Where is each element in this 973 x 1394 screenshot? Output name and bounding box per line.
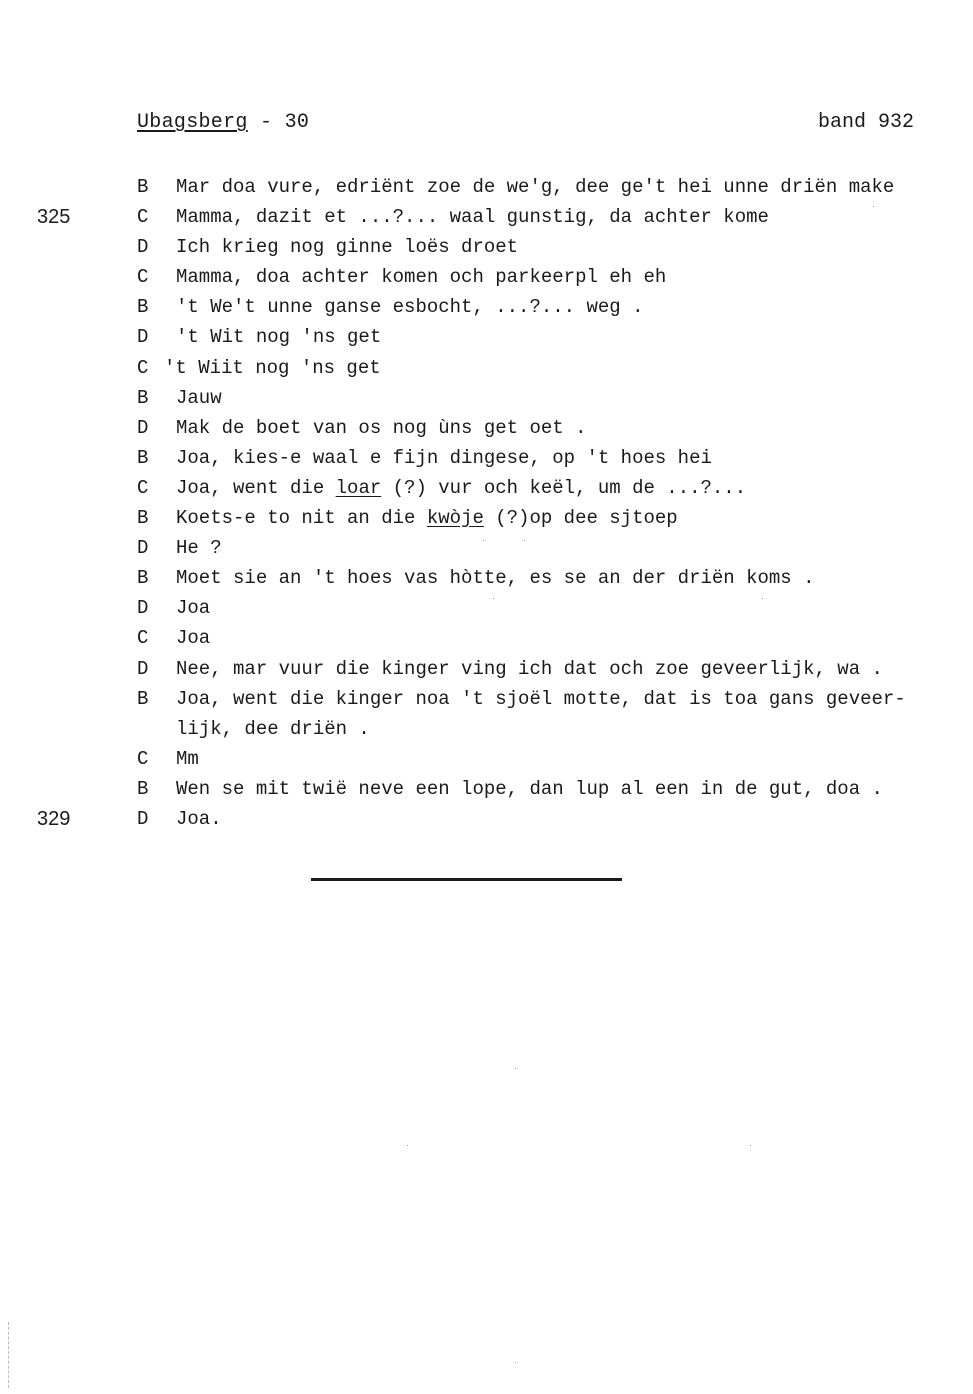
utterance-text: lijk, dee driën .	[176, 717, 370, 740]
speaker-label: B	[137, 296, 149, 319]
transcript-lines	[0, 172, 973, 834]
speaker-label: B	[137, 446, 149, 469]
paper-speck	[483, 540, 484, 541]
utterance-text: Ich krieg nog ginne loës droet	[176, 236, 519, 259]
paper-speck	[515, 1362, 516, 1363]
transcript-line	[0, 593, 973, 623]
utterance-text-part: Joa, went die	[176, 476, 336, 499]
transcript-line	[0, 533, 973, 563]
line-number: 325	[37, 206, 71, 229]
transcript-line	[0, 413, 973, 443]
transcript-line	[0, 503, 973, 533]
speaker-label: D	[137, 326, 149, 349]
transcript-line	[0, 262, 973, 292]
paper-speck	[493, 598, 494, 599]
transcript-line	[0, 232, 973, 262]
paper-speck	[524, 540, 525, 541]
utterance-text	[176, 503, 678, 533]
transcript-line	[0, 684, 973, 714]
utterance-text: Mamma, doa achter komen och parkeerpl eh eh	[176, 266, 667, 289]
speaker-label: B	[137, 777, 149, 800]
transcript-line	[0, 322, 973, 352]
utterance-text: 't Wit nog 'ns get	[176, 326, 382, 349]
utterance-text: Mm	[176, 747, 199, 770]
transcript-line	[0, 172, 973, 202]
utterance-text: Joa	[176, 597, 211, 620]
uncertain-word: kwòje	[426, 507, 484, 530]
utterance-text: Joa	[176, 627, 211, 650]
utterance-text: He ?	[176, 537, 222, 560]
utterance-text-part: (?) vur och keël, um de ...?...	[381, 476, 747, 499]
speaker-label: D	[137, 416, 149, 439]
transcript-line-continuation	[0, 714, 973, 744]
header-separator: -	[247, 111, 285, 134]
utterance-text: Joa, went die kinger noa 't sjoël motte, dat is toa gans geveer-	[176, 687, 906, 710]
utterance-text-part: Koets-e to nit an die	[176, 507, 427, 530]
transcript-line	[0, 563, 973, 593]
utterance-text: Moet sie an 't hoes vas hòtte, es se an der driën koms .	[176, 567, 815, 590]
uncertain-word: loar	[335, 476, 382, 499]
paper-speck	[750, 1145, 751, 1146]
transcript-line	[0, 744, 973, 774]
speaker-label: B	[137, 687, 149, 710]
paper-speck	[762, 598, 763, 599]
speaker-label: C	[137, 356, 149, 379]
transcript-line	[0, 383, 973, 413]
speaker-label: D	[137, 537, 149, 560]
paper-speck	[515, 1068, 516, 1069]
transcript-line	[0, 804, 973, 834]
speaker-label: B	[137, 176, 149, 198]
utterance-text: Mak de boet van os nog ùns get oet .	[176, 416, 587, 439]
speaker-label: B	[137, 507, 149, 530]
utterance-text-part: (?)op dee sjtoep	[483, 507, 678, 530]
speaker-label: C	[137, 266, 149, 289]
transcript-line	[0, 473, 973, 503]
paper-speck	[873, 206, 874, 207]
page-header-location	[137, 111, 309, 134]
tape-number: band 932	[818, 111, 915, 134]
transcript-line	[0, 623, 973, 653]
utterance-text: Mamma, dazit et ...?... waal gunstig, da achter kome	[176, 206, 769, 229]
transcript-line	[0, 292, 973, 322]
end-of-section-rule	[311, 878, 622, 881]
utterance-text: Mar doa vure, edriënt zoe de we'g, dee ge't hei unne driën make	[176, 176, 895, 198]
page-number: 30	[284, 111, 310, 134]
paper-speck	[407, 1145, 408, 1146]
speaker-label: D	[137, 807, 149, 830]
line-number: 329	[37, 807, 71, 830]
transcript-line	[0, 654, 973, 684]
transcript-line	[0, 774, 973, 804]
utterance-text: Nee, mar vuur die kinger ving ich dat och zoe geveerlijk, wa .	[176, 657, 883, 680]
utterance-text	[176, 473, 746, 503]
transcript-line	[0, 353, 973, 383]
speaker-label: B	[137, 386, 149, 409]
utterance-text: Joa.	[176, 807, 222, 830]
utterance-text: Jauw	[176, 386, 222, 409]
utterance-text: Joa, kies-e waal e fijn dingese, op 't hoes hei	[176, 446, 712, 469]
utterance-text: Wen se mit twië neve een lope, dan lup al een in de gut, doa .	[176, 777, 883, 800]
speaker-label: D	[137, 597, 149, 620]
transcript-line	[0, 443, 973, 473]
binding-margin-marks	[8, 1322, 11, 1388]
speaker-label: C	[137, 206, 149, 229]
speaker-label: D	[137, 657, 149, 680]
speaker-label: C	[137, 747, 149, 770]
speaker-label: D	[137, 236, 149, 259]
speaker-label: C	[137, 627, 149, 650]
transcript-line	[0, 202, 973, 232]
speaker-label: C	[137, 476, 149, 499]
speaker-label: B	[137, 567, 149, 590]
location-name: Ubagsberg	[137, 111, 248, 134]
utterance-text: 't We't unne ganse esbocht, ...?... weg .	[176, 296, 644, 319]
utterance-text: 't Wiit nog 'ns get	[164, 356, 381, 379]
